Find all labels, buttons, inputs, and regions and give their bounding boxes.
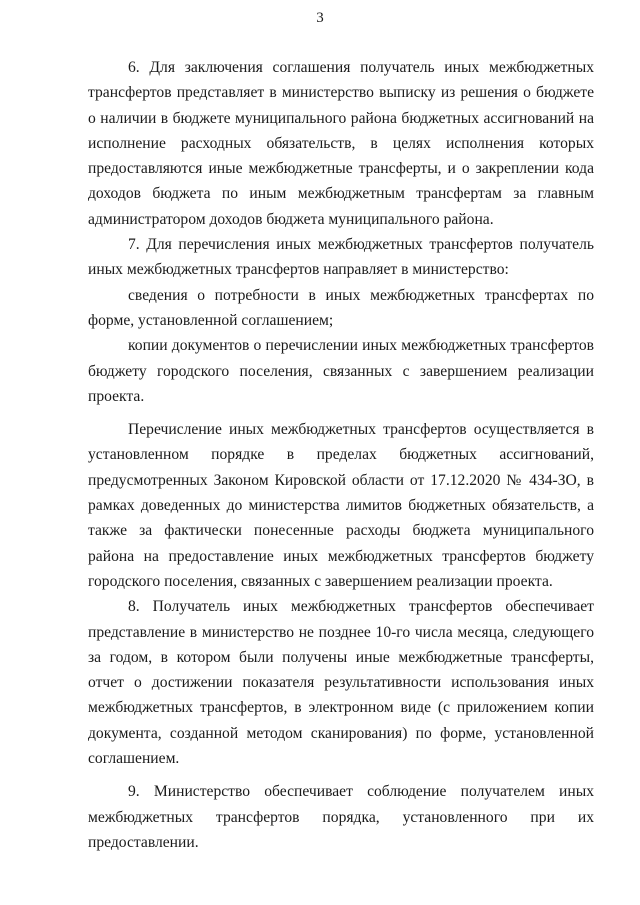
document-body — [88, 55, 594, 855]
paragraph-transfer: Перечисление иных межбюджетных трансфертов осуществляется в установленном порядке в пределах бюджетных ассигнований, предусмотренных Законом Кировской области от 17.12.2020 № 434-ЗО, в рамках доведенных до министерства лимитов бюджетных обязательств, а также за фактически понесенные расходы бюджета муниципального района на предоставление иных межбюджетных трансфертов бюджету городского поселения, связанных с завершением реализации проекта. — [88, 421, 594, 590]
paragraph-6: 6. Для заключения соглашения получатель иных межбюджетных трансфертов представляет в министерство выписку из решения о бюджете о наличии в бюджете муниципального района бюджетных ассигнований на исполнение расходных обязательств, в целях исполнения которых предоставляются иные межбюджетные трансферты, и о закреплении кода доходов бюджета по иным межбюджетным трансфертам за главным администратором доходов бюджета муниципального района. — [88, 59, 594, 228]
paragraph-7-item-2: копии документов о перечислении иных межбюджетных трансфертов бюджету городского поселения, связанных с завершением реализации проекта. — [88, 337, 594, 405]
page-number: 3 — [316, 10, 324, 26]
paragraph-9: 9. Министерство обеспечивает соблюдение получателем иных межбюджетных трансфертов порядка, установленного при их предоставлении. — [88, 783, 594, 851]
paragraph-8: 8. Получатель иных межбюджетных трансфертов обеспечивает представление в министерство не позднее 10-го числа месяца, следующего за годом, в котором были получены иные межбюджетные трансферты, отчет о достижении показателя результативности использования иных межбюджетных трансфертов, в электронном виде (с приложением копии документа, созданной методом сканирования) по форме, установленной соглашением. — [88, 598, 594, 768]
paragraph-7: 7. Для перечисления иных межбюджетных трансфертов получатель иных межбюджетных трансфертов направляет в министерство: — [88, 236, 594, 279]
paragraph-7-item-1: сведения о потребности в иных межбюджетных трансфертах по форме, установленной соглашением; — [88, 286, 594, 329]
